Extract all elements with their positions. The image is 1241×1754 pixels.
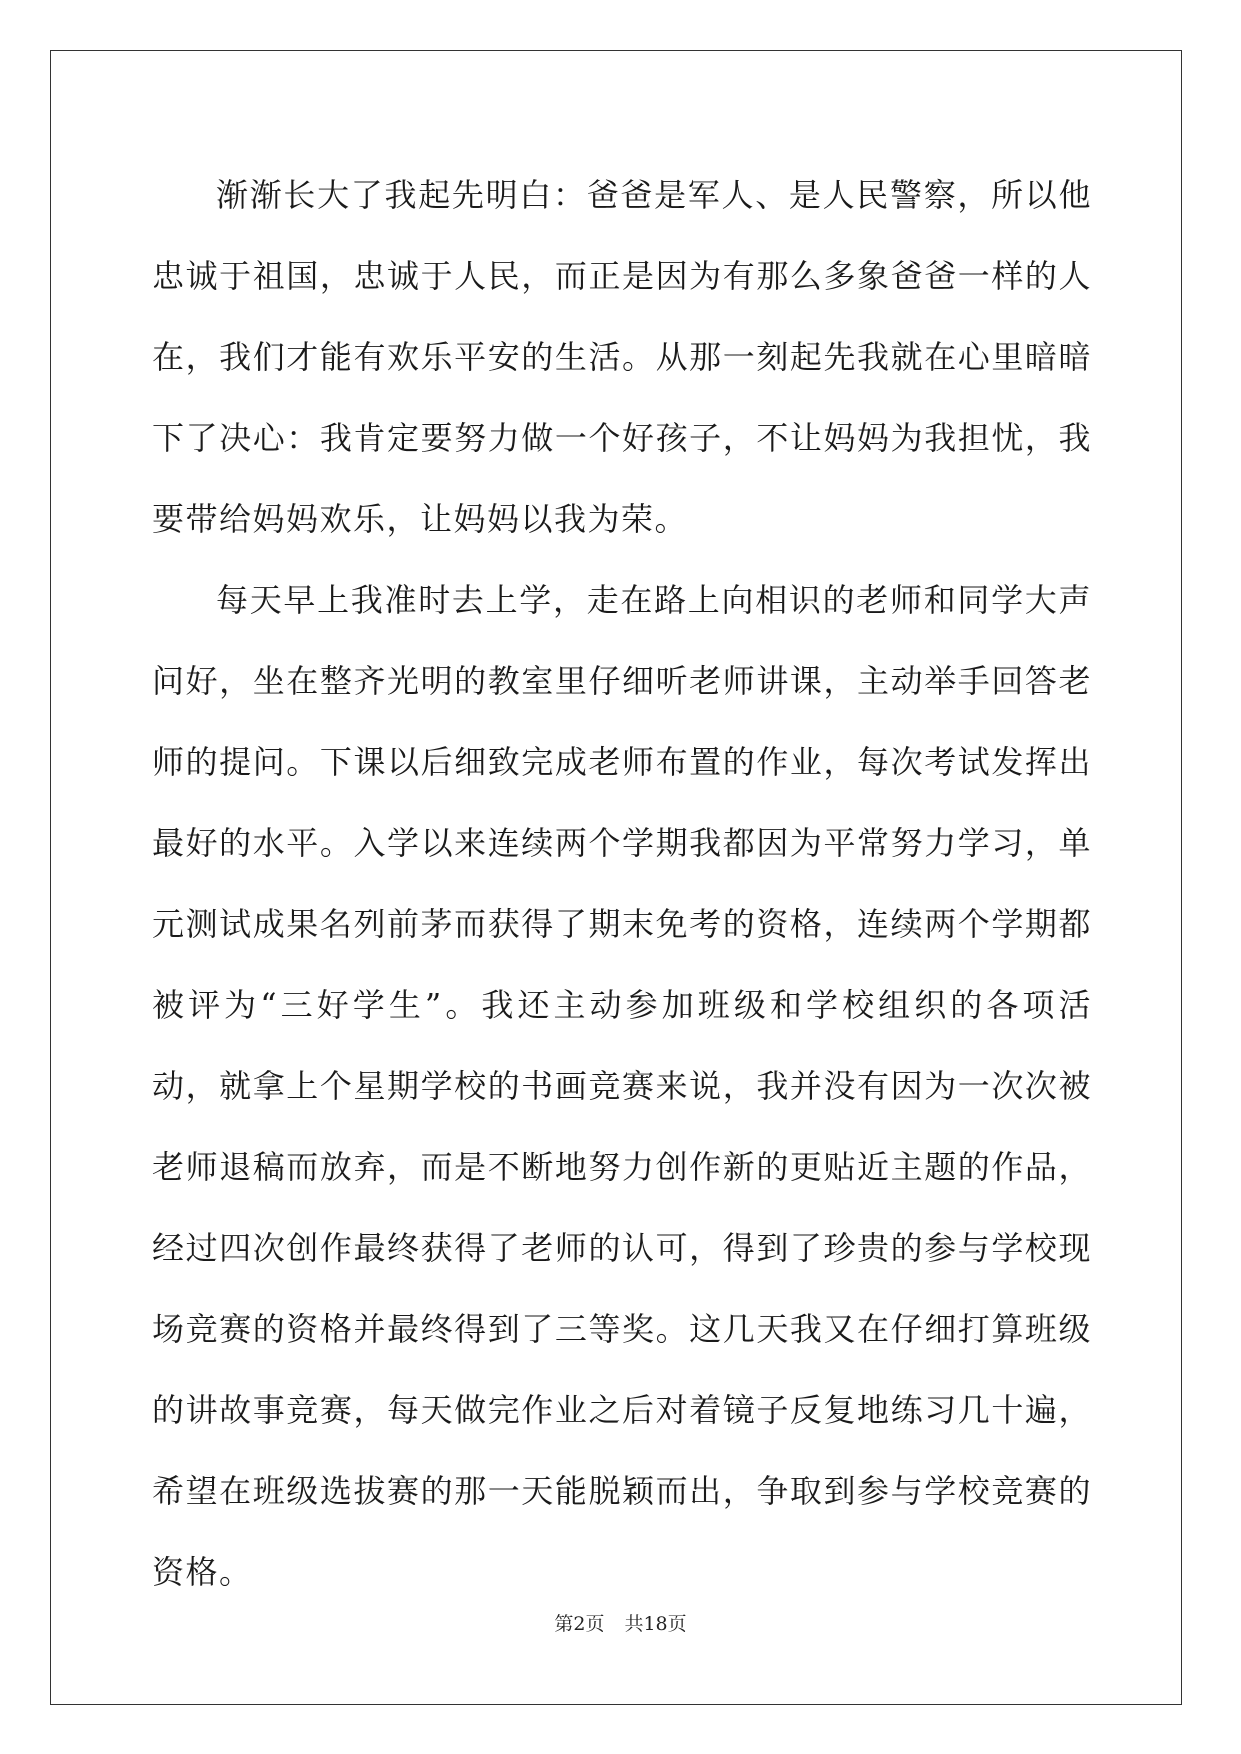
paragraph-1: 渐渐长大了我起先明白：爸爸是军人、是人民警察，所以他忠诚于祖国，忠诚于人民，而正是因为有那么多象爸爸一样的人在，我们才能有欢乐平安的生活。从那一刻起先我就在心里暗暗下了决心：我肯定要努力做一个好孩子，不让妈妈为我担忧，我要带给妈妈欢乐，让妈妈以我为荣。 [152,176,1092,538]
paragraph-2: 每天早上我准时去上学，走在路上向相识的老师和同学大声问好，坐在整齐光明的教室里仔细听老师讲课，主动举手回答老师的提问。下课以后细致完成老师布置的作业，每次考试发挥出最好的水平。入学以来连续两个学期我都因为平常努力学习，单元测试成果名列前茅而获得了期末免考的资格，连续两个学期都被评为“三好学生”。我还主动参加班级和学校组织的各项活动，就拿上个星期学校的书画竞赛来说，我并没有因为一次次被老师退稿而放弃，而是不断地努力创作新的更贴近主题的作品，经过四次创作最终获得了老师的认可，得到了珍贵的参与学校现场竞赛的资格并最终得到了三等奖。这几天我又在仔细打算班级的讲故事竞赛，每天做完作业之后对着镜子反复地练习几十遍，希望在班级选拔赛的那一天能脱颖而出，争取到参与学校竞赛的资格。 [152,581,1092,1591]
document-body [152,155,1092,1613]
page-total: 共18页 [624,1613,687,1635]
page-number: 第2页 [554,1613,605,1635]
page-footer [0,1609,1241,1636]
